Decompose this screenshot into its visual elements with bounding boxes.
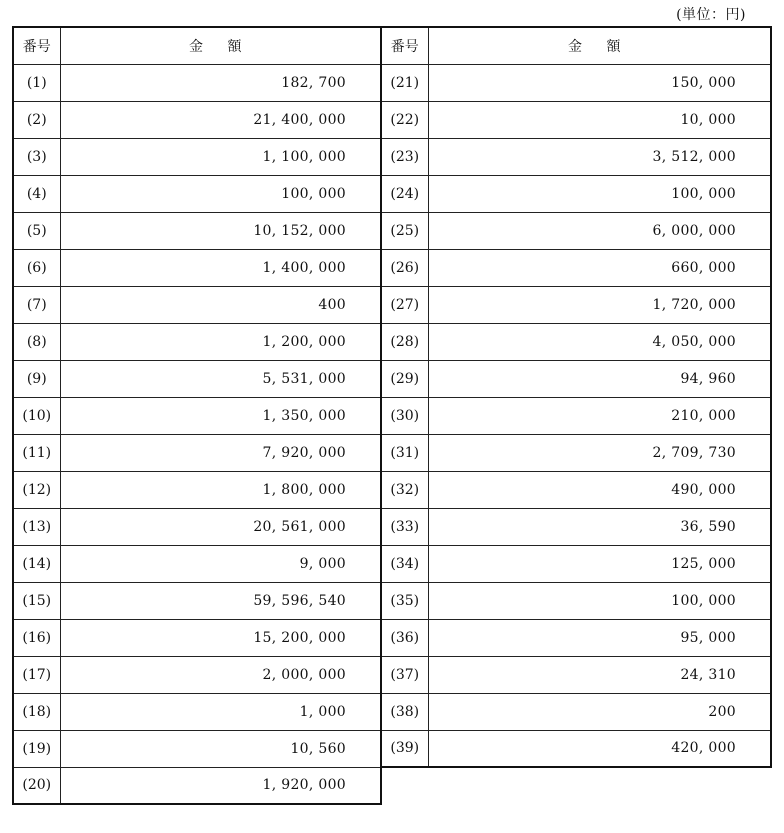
amount-table: [12, 26, 772, 805]
left-amount-cell: 400: [60, 286, 381, 323]
left-number-cell: (11): [13, 434, 60, 471]
right-number-cell: (34): [381, 545, 428, 582]
right-amount-cell: 24, 310: [428, 656, 771, 693]
right-number-cell: (28): [381, 323, 428, 360]
right-number-cell: (22): [381, 101, 428, 138]
right-number-cell: (21): [381, 64, 428, 101]
header-amount-left: 金 額: [60, 27, 381, 64]
left-number-cell: (15): [13, 582, 60, 619]
right-amount-cell: 100, 000: [428, 175, 771, 212]
empty-cell: [381, 767, 428, 804]
right-amount-cell: 95, 000: [428, 619, 771, 656]
left-amount-cell: 20, 561, 000: [60, 508, 381, 545]
table-row: [13, 64, 771, 101]
table-row: [13, 767, 771, 804]
table-row: [13, 619, 771, 656]
header-row: [13, 27, 771, 64]
left-amount-cell: 100, 000: [60, 175, 381, 212]
right-amount-cell: 490, 000: [428, 471, 771, 508]
right-amount-cell: 94, 960: [428, 360, 771, 397]
left-amount-cell: 21, 400, 000: [60, 101, 381, 138]
right-number-cell: (29): [381, 360, 428, 397]
left-amount-cell: 1, 400, 000: [60, 249, 381, 286]
table-row: [13, 175, 771, 212]
empty-cell: [428, 767, 771, 804]
left-number-cell: (8): [13, 323, 60, 360]
left-number-cell: (3): [13, 138, 60, 175]
table-row: [13, 508, 771, 545]
left-number-cell: (12): [13, 471, 60, 508]
table-row: [13, 101, 771, 138]
right-amount-cell: 420, 000: [428, 730, 771, 767]
right-amount-cell: 660, 000: [428, 249, 771, 286]
left-number-cell: (2): [13, 101, 60, 138]
left-amount-cell: 1, 920, 000: [60, 767, 381, 804]
left-amount-cell: 1, 000: [60, 693, 381, 730]
header-number-right: 番号: [381, 27, 428, 64]
table-row: [13, 730, 771, 767]
table-row: [13, 545, 771, 582]
right-amount-cell: 36, 590: [428, 508, 771, 545]
left-amount-cell: 10, 560: [60, 730, 381, 767]
unit-label: (単位：円): [676, 7, 746, 23]
right-number-cell: (33): [381, 508, 428, 545]
left-number-cell: (14): [13, 545, 60, 582]
right-amount-cell: 210, 000: [428, 397, 771, 434]
left-amount-cell: 1, 200, 000: [60, 323, 381, 360]
left-number-cell: (10): [13, 397, 60, 434]
right-number-cell: (23): [381, 138, 428, 175]
left-amount-cell: 15, 200, 000: [60, 619, 381, 656]
left-number-cell: (20): [13, 767, 60, 804]
table-row: [13, 582, 771, 619]
left-amount-cell: 10, 152, 000: [60, 212, 381, 249]
right-number-cell: (37): [381, 656, 428, 693]
right-number-cell: (36): [381, 619, 428, 656]
left-amount-cell: 7, 920, 000: [60, 434, 381, 471]
right-amount-cell: 3, 512, 000: [428, 138, 771, 175]
table-row: [13, 471, 771, 508]
right-number-cell: (30): [381, 397, 428, 434]
left-amount-cell: 182, 700: [60, 64, 381, 101]
table-row: [13, 323, 771, 360]
header-amount-right: 金 額: [428, 27, 771, 64]
right-amount-cell: 100, 000: [428, 582, 771, 619]
left-amount-cell: 1, 350, 000: [60, 397, 381, 434]
left-amount-cell: 2, 000, 000: [60, 656, 381, 693]
table-row: [13, 397, 771, 434]
left-number-cell: (6): [13, 249, 60, 286]
right-amount-cell: 200: [428, 693, 771, 730]
header-number-left: 番号: [13, 27, 60, 64]
right-amount-cell: 2, 709, 730: [428, 434, 771, 471]
right-number-cell: (24): [381, 175, 428, 212]
table-row: [13, 693, 771, 730]
table-row: [13, 286, 771, 323]
right-amount-cell: 6, 000, 000: [428, 212, 771, 249]
table-row: [13, 212, 771, 249]
table-row: [13, 656, 771, 693]
left-number-cell: (9): [13, 360, 60, 397]
left-number-cell: (4): [13, 175, 60, 212]
table-row: [13, 249, 771, 286]
table-row: [13, 434, 771, 471]
right-number-cell: (31): [381, 434, 428, 471]
right-amount-cell: 150, 000: [428, 64, 771, 101]
left-number-cell: (1): [13, 64, 60, 101]
right-number-cell: (27): [381, 286, 428, 323]
right-number-cell: (25): [381, 212, 428, 249]
right-number-cell: (32): [381, 471, 428, 508]
left-number-cell: (13): [13, 508, 60, 545]
left-number-cell: (17): [13, 656, 60, 693]
table-row: [13, 360, 771, 397]
left-number-cell: (18): [13, 693, 60, 730]
left-number-cell: (7): [13, 286, 60, 323]
right-amount-cell: 1, 720, 000: [428, 286, 771, 323]
right-amount-cell: 125, 000: [428, 545, 771, 582]
left-amount-cell: 9, 000: [60, 545, 381, 582]
right-number-cell: (35): [381, 582, 428, 619]
right-amount-cell: 4, 050, 000: [428, 323, 771, 360]
left-amount-cell: 5, 531, 000: [60, 360, 381, 397]
left-number-cell: (5): [13, 212, 60, 249]
left-number-cell: (16): [13, 619, 60, 656]
right-number-cell: (38): [381, 693, 428, 730]
right-number-cell: (26): [381, 249, 428, 286]
left-amount-cell: 1, 100, 000: [60, 138, 381, 175]
right-amount-cell: 10, 000: [428, 101, 771, 138]
left-number-cell: (19): [13, 730, 60, 767]
left-amount-cell: 59, 596, 540: [60, 582, 381, 619]
right-number-cell: (39): [381, 730, 428, 767]
left-amount-cell: 1, 800, 000: [60, 471, 381, 508]
table-row: [13, 138, 771, 175]
table-body: [13, 64, 771, 804]
